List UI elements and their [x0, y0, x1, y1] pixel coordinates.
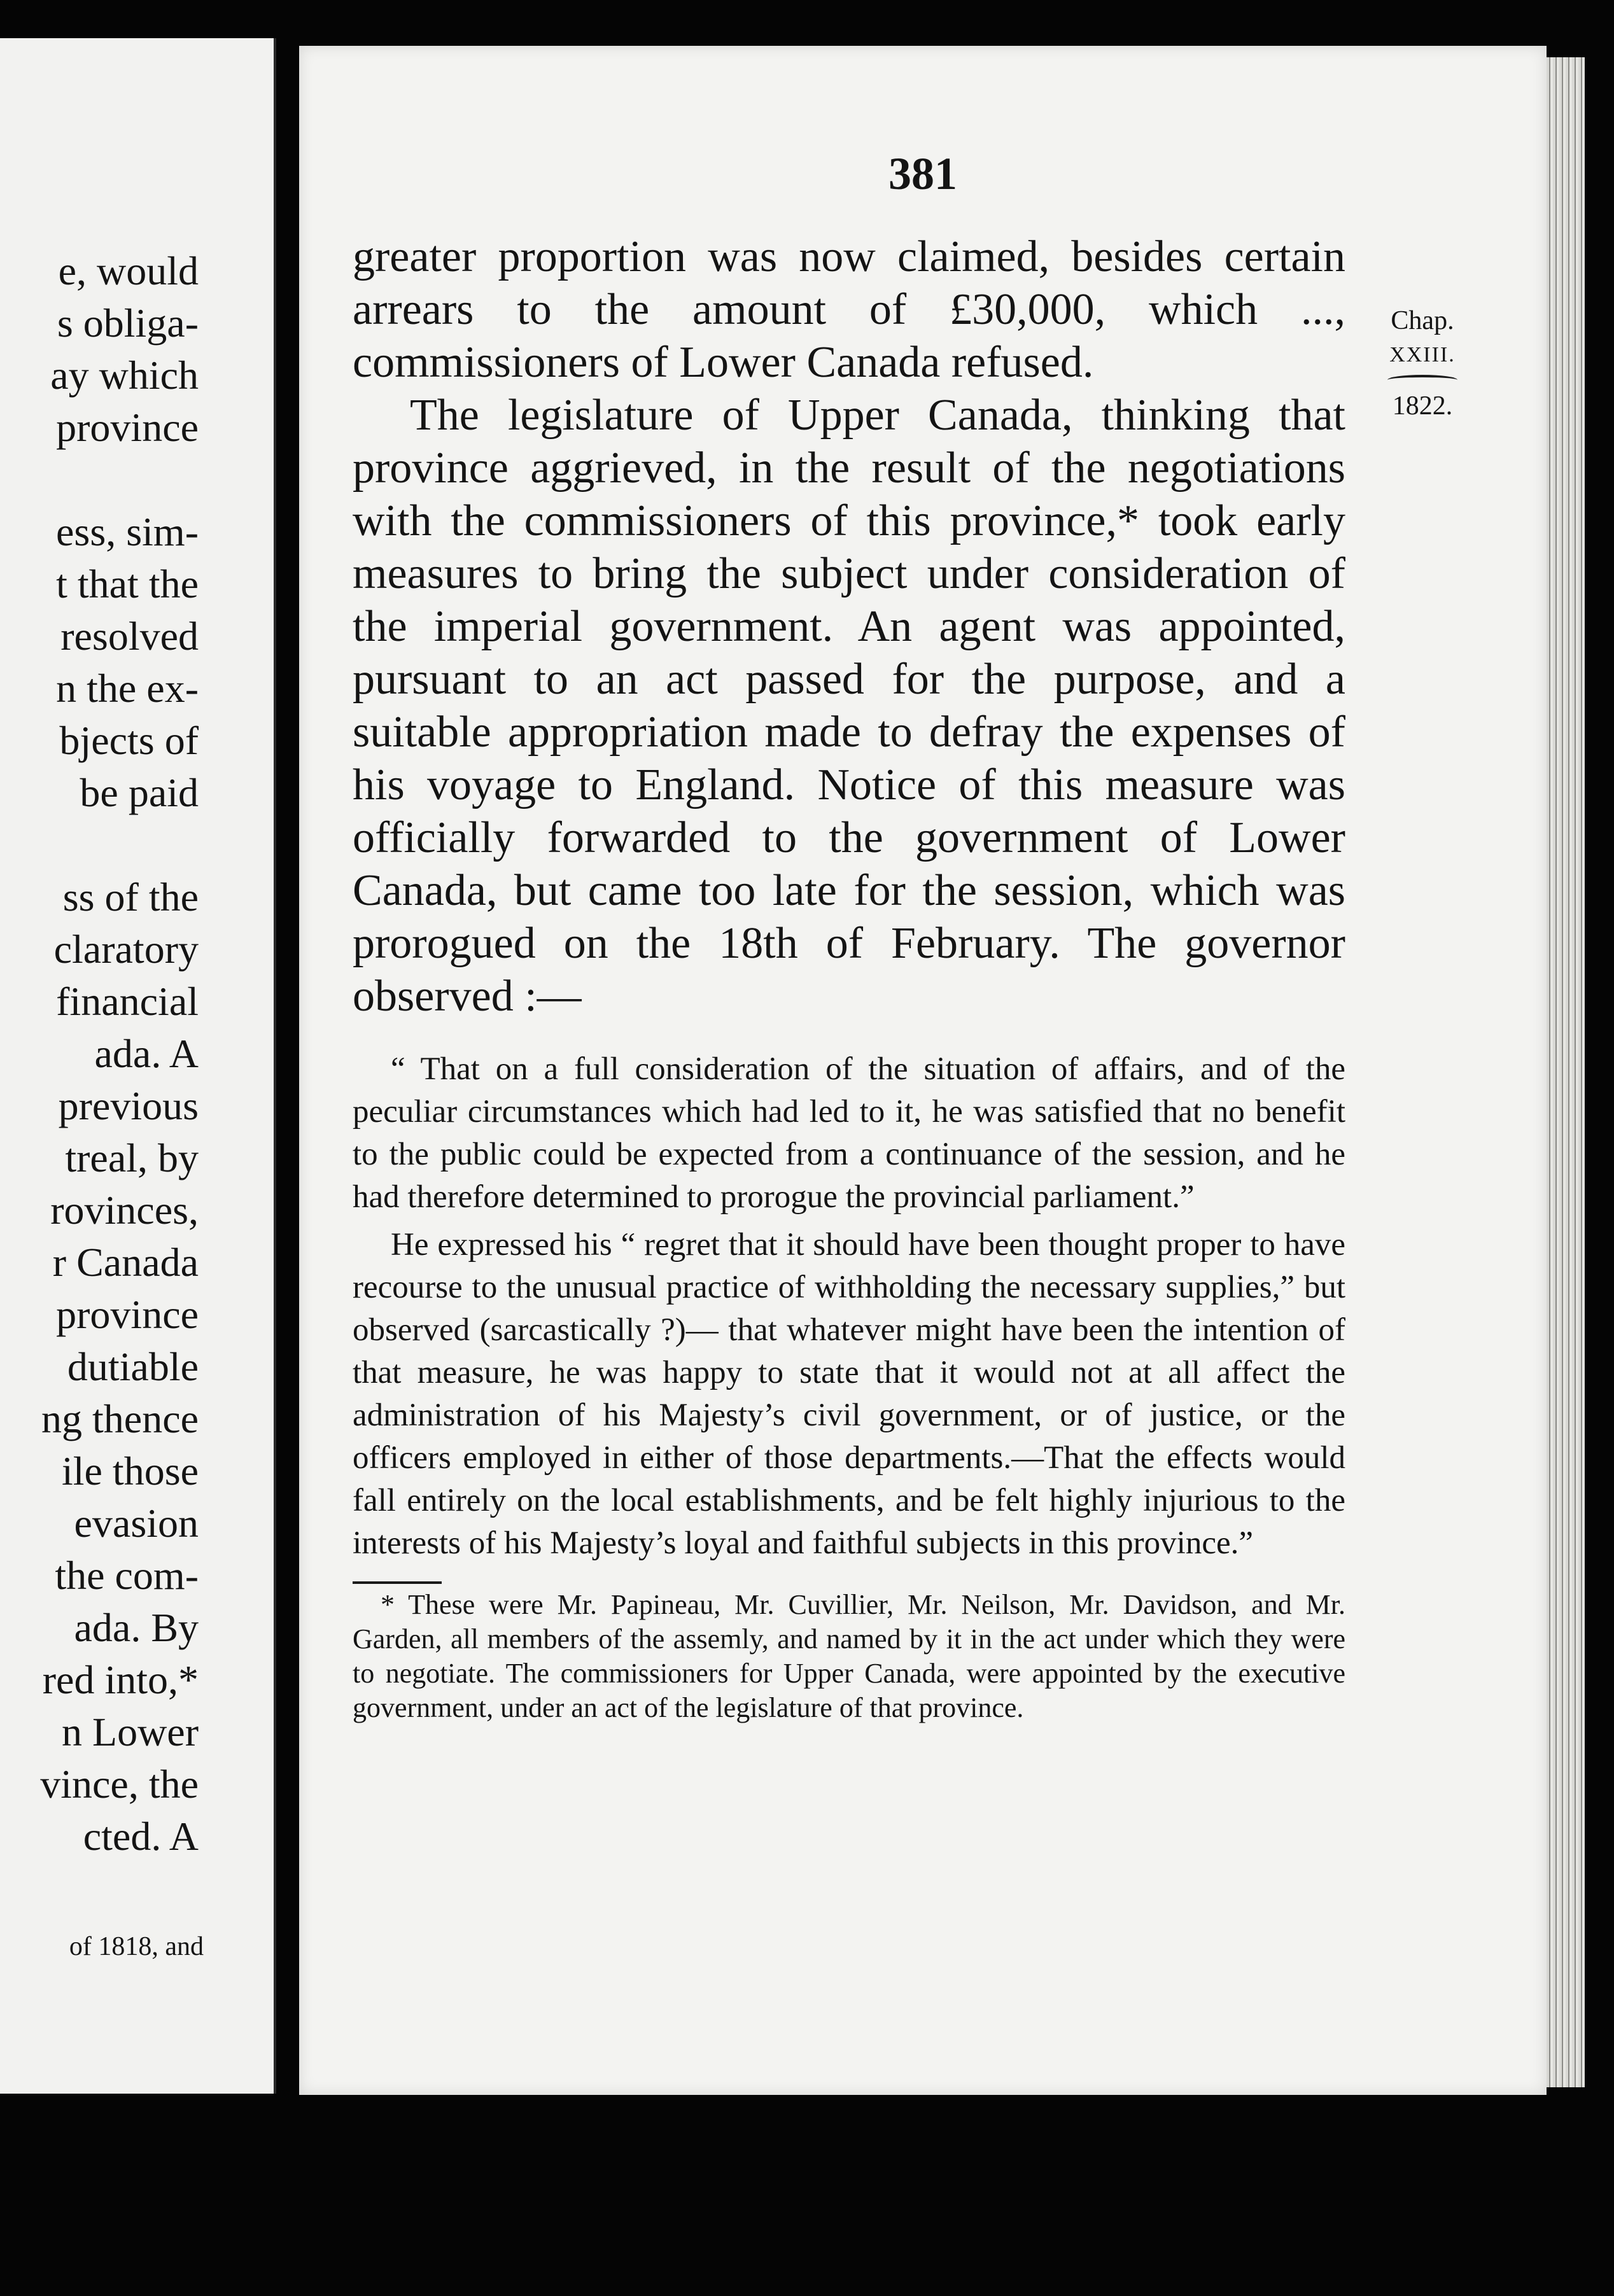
left-page-line: ile those — [61, 1448, 199, 1494]
left-page-line: evasion — [74, 1501, 199, 1546]
main-text-column — [353, 230, 1345, 1725]
paragraph: The legislature of Upper Canada, thinking that province aggrieved, in the result of the negotiations with the commissioners of this province,* took early measures to bring the subject under consideration of the imperial government. An agent was appointed, pursuant to an act passed for the purpose, and a suitable appropriation made to defray the expenses of his voyage to England. Notice of this measure was officially forwarded to the government of Lower Canada, but came too late for the session, which was prorogued on the 18th of February. The governor observed :— — [353, 391, 1345, 1021]
left-page-line: ess, sim- — [56, 509, 199, 554]
left-page-line: rovinces, — [50, 1187, 199, 1233]
left-facing-page — [0, 38, 276, 2094]
left-page-text — [0, 245, 199, 1863]
margin-note-flourish — [1387, 375, 1457, 385]
book-page — [299, 46, 1547, 2095]
left-page-line: e, would — [58, 248, 199, 293]
left-page-line: be paid — [80, 770, 199, 815]
left-page-line: bjects of — [59, 718, 199, 763]
left-page-line: t that the — [56, 561, 199, 606]
quote-text: “ That on a full consideration of the situation of affairs, and of the peculiar circumstances which had led to it, he was satisfied that no benefit to the public could be expected from a continuance of the session, and he had therefore determined to prorogue the provincial parliament.” — [353, 1051, 1345, 1215]
left-page-line: ng thence — [41, 1396, 199, 1441]
left-page-line: ada. By — [74, 1605, 199, 1650]
paragraph: He expressed his “ regret that it should have been thought proper to have recourse to the unusual practice of withholding the necessary supplies,” but observed (sarcastically ?)— that whatever might have been the intention of that measure, he was happy to state that it would not at all affect the administration of his Majesty’s civil government, or of justice, or the officers employed in either of those departments.—That the effects would fall entirely on the local establishments, and be felt highly injurious to the interests of his Majesty’s loyal and faithful subjects in this province.” — [353, 1227, 1345, 1561]
left-page-line: cted. A — [83, 1814, 199, 1859]
left-page-line: province — [56, 1292, 199, 1337]
left-page-line: s obliga- — [57, 300, 199, 346]
continuation-text — [353, 1224, 1345, 1565]
margin-note-chapter: Chap. — [1391, 306, 1454, 335]
footnote — [353, 1588, 1345, 1725]
left-page-line: n the ex- — [56, 666, 199, 711]
footnote-text: * These were Mr. Papineau, Mr. Cuvillier, Mr. Neilson, Mr. Davidson, and Mr. Garden, all members of the assemly, and named by it in the act under which they were to negotiate. The commissioners for Upper Canada, were appointed by the executive government, under an act of the legislature of that province. — [353, 1589, 1345, 1723]
block-quote — [353, 1048, 1345, 1219]
left-page-line: ay which — [50, 353, 199, 398]
left-page-line: the com- — [55, 1553, 199, 1598]
left-page-line: ss of the — [62, 874, 199, 920]
page-number: 381 — [888, 148, 957, 199]
left-page-footnote: of 1818, and — [69, 1932, 204, 1961]
left-page-line: resolved — [60, 613, 199, 659]
left-page-line: r Canada — [52, 1240, 199, 1285]
margin-note-chapter-number: XXIII. — [1389, 343, 1456, 367]
left-page-line: ada. A — [94, 1031, 199, 1076]
left-page-line: financial — [56, 979, 199, 1024]
footnote-rule — [353, 1581, 442, 1584]
left-page-line: vince, the — [40, 1761, 199, 1807]
left-page-line — [0, 819, 199, 871]
left-page-line: claratory — [53, 927, 199, 972]
left-page-line: province — [56, 405, 199, 450]
left-page-line: n Lower — [61, 1709, 199, 1754]
margin-note-year: 1822. — [1392, 391, 1453, 421]
left-page-line: previous — [58, 1083, 199, 1128]
margin-note — [1375, 304, 1470, 423]
body-text — [353, 230, 1345, 1023]
paragraph: greater proportion was now claimed, besides certain arrears to the amount of £30,000, which ..., commissioners of Lower Canada refused. — [353, 232, 1345, 387]
left-page-line: treal, by — [65, 1135, 199, 1180]
left-page-line — [0, 454, 199, 506]
page-edges — [1547, 57, 1585, 2087]
left-page-line: dutiable — [67, 1344, 199, 1389]
left-page-line: red into,* — [42, 1657, 199, 1702]
